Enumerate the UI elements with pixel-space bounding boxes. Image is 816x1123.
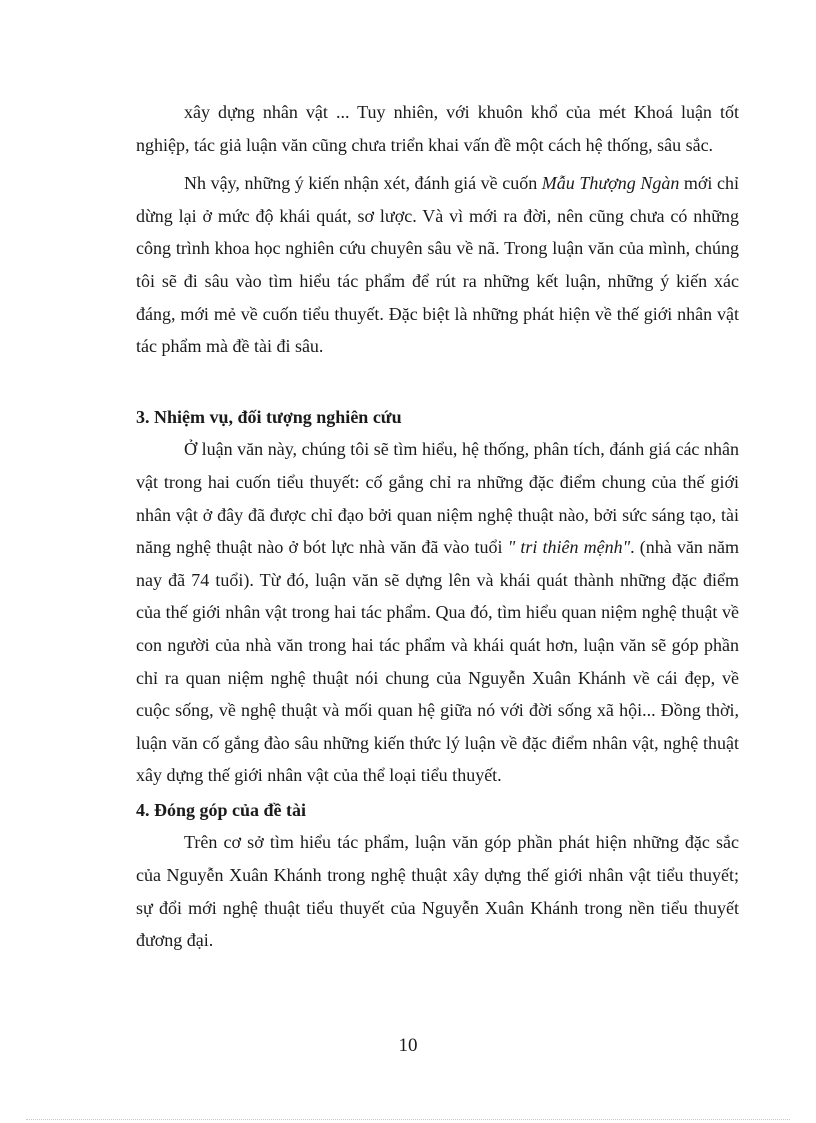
paragraph-assessment bbox=[136, 167, 739, 363]
paragraph-contribution bbox=[136, 826, 739, 956]
paragraph-tasks bbox=[136, 433, 739, 792]
document-body bbox=[136, 96, 739, 957]
page-number: 10 bbox=[398, 1035, 418, 1056]
paragraph-text-start: Ở luận văn này, chúng tôi sẽ tìm hiểu, hệ thống, phân tích, đánh giá các nhân vật trong hai cuốn tiểu thuyết: cố gắng chỉ ra những đặc điểm chung của thế giới nhân vật ở đây đã được chỉ đạo bởi quan niệm nghệ thuật nào, bởi sức sáng tạo, tài năng nghệ thuật nào ở bót lực nhà văn đã vào tuổi bbox=[136, 439, 739, 558]
section-heading-4: 4. Đóng góp của đề tài bbox=[136, 799, 307, 820]
paragraph-text-end: mới chỉ dừng lại ở mức độ khái quát, sơ lược. Và vì mới ra đời, nên cũng chưa có những công trình khoa học nghiên cứu chuyên sâu về nã. Trong luận văn của mình, chúng tôi sẽ đi sâu vào tìm hiểu tác phẩm để rút ra những kết luận, những ý kiến xác đáng, mới mẻ về cuốn tiểu thuyết. Đặc biệt là những phát hiện về thế giới nhân vật tác phẩm mà đề tài đi sâu. bbox=[136, 173, 739, 357]
paragraph-text-end: . (nhà văn năm nay đã 74 tuổi). Từ đó, luận văn sẽ dựng lên và khái quát thành những đặc điểm của thế giới nhân vật trong hai tác phẩm. Qua đó, tìm hiểu quan niệm nghệ thuật về con người của nhà văn trong hai tác phẩm và khái quát hơn, luận văn sẽ góp phần chỉ ra quan niệm nghệ thuật nói chung của Nguyễn Xuân Khánh về cái đẹp, về cuộc sống, về nghệ thuật và mối quan hệ giữa nó với đời sống xã hội... Đồng thời, luận văn cố gắng đào sâu những kiến thức lý luận về đặc điểm nhân vật, nghệ thuật xây dựng thế giới nhân vật của thể loại tiểu thuyết. bbox=[136, 537, 740, 786]
paragraph-text: Trên cơ sở tìm hiểu tác phẩm, luận văn góp phần phát hiện những đặc sắc của Nguyễn Xuân Khánh trong nghệ thuật xây dựng thế giới nhân vật tiểu thuyết; sự đổi mới nghệ thuật tiểu thuyết của Nguyễn Xuân Khánh trong nền tiểu thuyết đương đại. bbox=[136, 832, 739, 951]
quoted-phrase: " tri thiên mệnh" bbox=[507, 537, 631, 558]
paragraph-text: xây dựng nhân vật ... Tuy nhiên, với khuôn khổ của mét Khoá luận tốt nghiệp, tác giả luận văn cũng chưa triển khai vấn đề một cách hệ thống, sâu sắc. bbox=[136, 102, 739, 155]
paragraph-text-start: Nh vậy, những ý kiến nhận xét, đánh giá về cuốn bbox=[184, 173, 542, 194]
page-bottom-divider bbox=[26, 1119, 790, 1120]
paragraph-continuation bbox=[136, 96, 739, 161]
section-heading-3: 3. Nhiệm vụ, đối tượng nghiên cứu bbox=[136, 406, 402, 427]
book-title: Mẫu Thượng Ngàn bbox=[541, 173, 680, 194]
